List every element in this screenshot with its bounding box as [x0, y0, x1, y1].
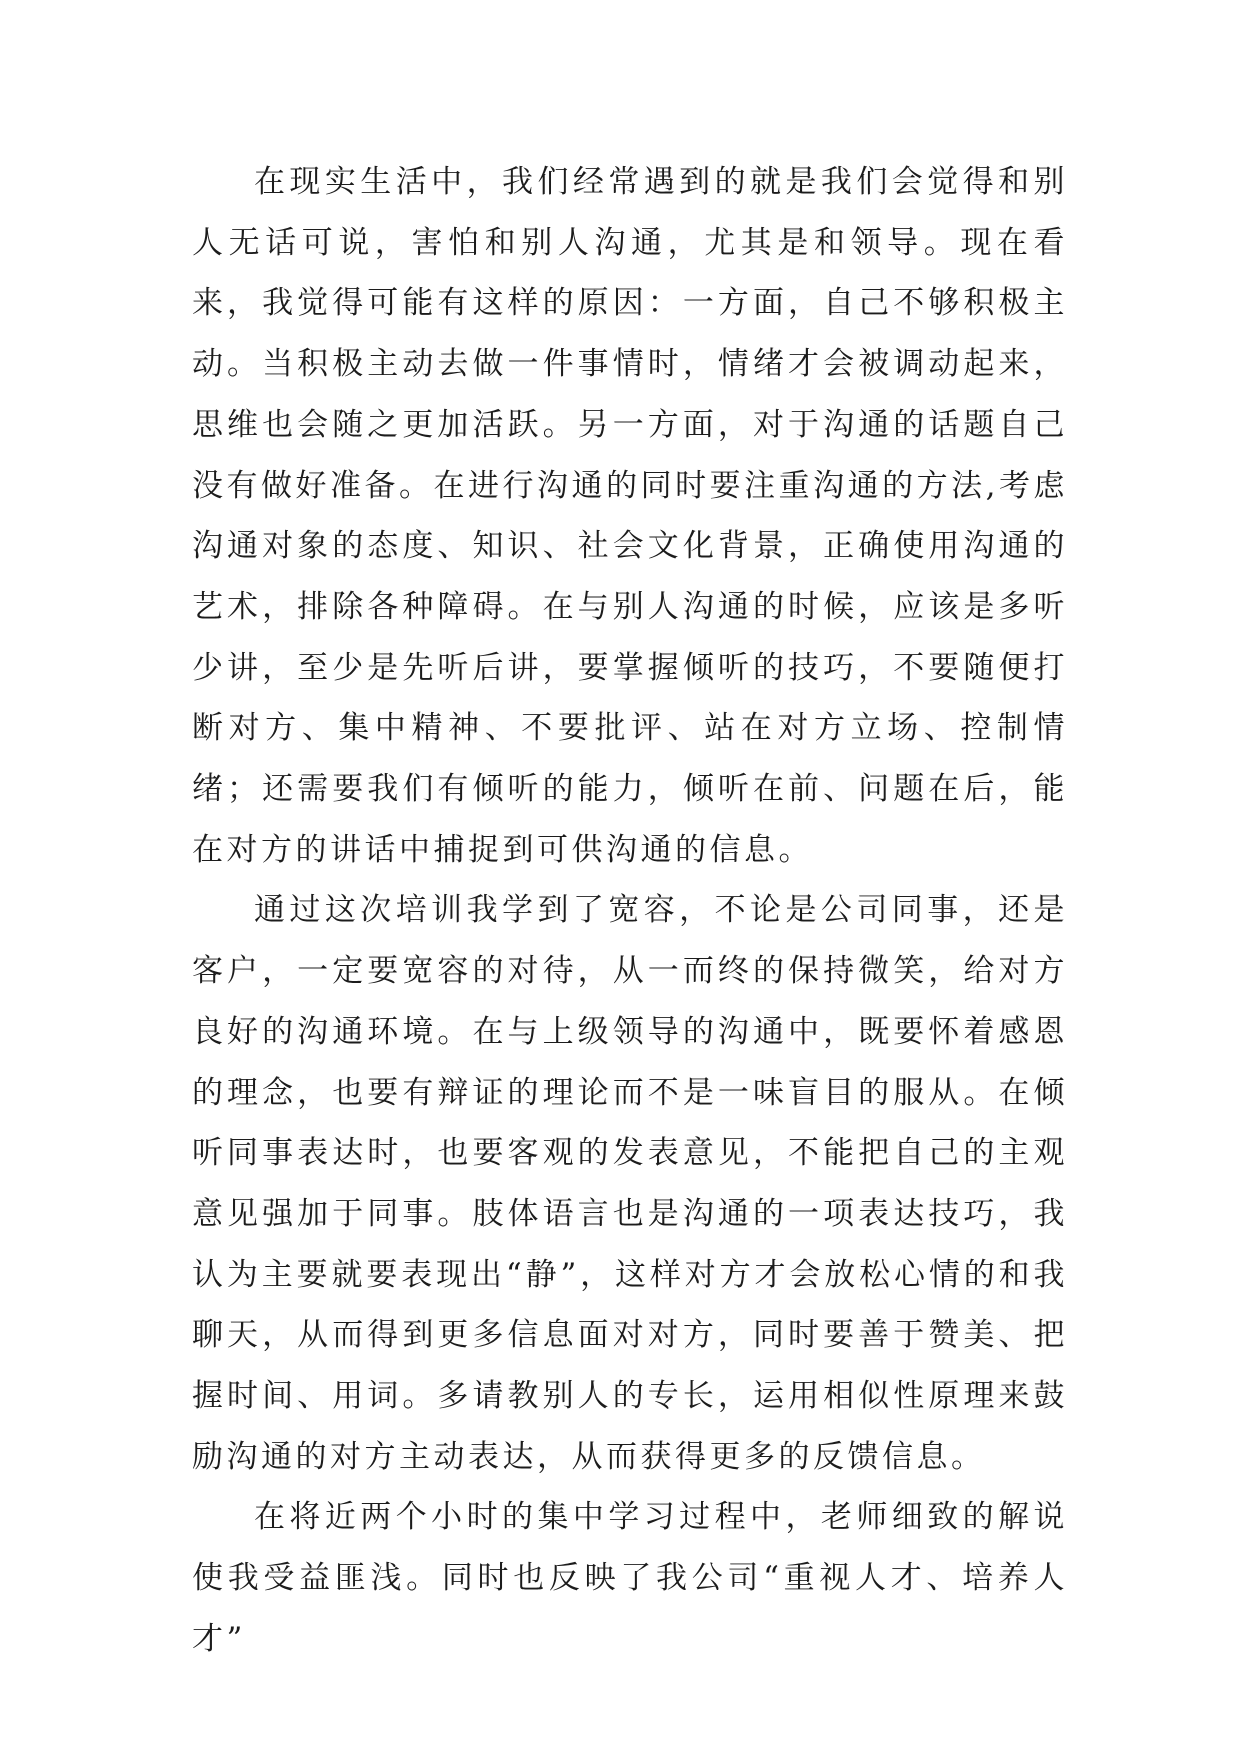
- document-body: [192, 152, 1068, 1670]
- paragraph-learning-benefits: 在将近两个小时的集中学习过程中，老师细致的解说使我受益匪浅。同时也反映了我公司“重视人才、培养人才”: [192, 1499, 1068, 1657]
- paragraph-communication-reasons: 在现实生活中，我们经常遇到的就是我们会觉得和别人无话可说，害怕和别人沟通，尤其是和领导。现在看来，我觉得可能有这样的原因：一方面，自己不够积极主动。当积极主动去做一件事情时，情绪才会被调动起来，思维也会随之更加活跃。另一方面，对于沟通的话题自己没有做好准备。在进行沟通的同时要注重沟通的方法,考虑沟通对象的态度、知识、社会文化背景，正确使用沟通的艺术，排除各种障碍。在与别人沟通的时候，应该是多听少讲，至少是先听后讲，要掌握倾听的技巧，不要随便打断对方、集中精神、不要批评、站在对方立场、控制情绪；还需要我们有倾听的能力，倾听在前、问题在后，能在对方的讲话中捕捉到可供沟通的信息。: [192, 164, 1068, 868]
- paragraph-tolerance-training: 通过这次培训我学到了宽容，不论是公司同事，还是客户，一定要宽容的对待，从一而终的保持微笑，给对方良好的沟通环境。在与上级领导的沟通中，既要怀着感恩的理念，也要有辩证的理论而不是一味盲目的服从。在倾听同事表达时，也要客观的发表意见，不能把自己的主观意见强加于同事。肢体语言也是沟通的一项表达技巧，我认为主要就要表现出“静”，这样对方才会放松心情的和我聊天，从而得到更多信息面对对方，同时要善于赞美、把握时间、用词。多请教别人的专长，运用相似性原理来鼓励沟通的对方主动表达，从而获得更多的反馈信息。: [192, 892, 1068, 1475]
